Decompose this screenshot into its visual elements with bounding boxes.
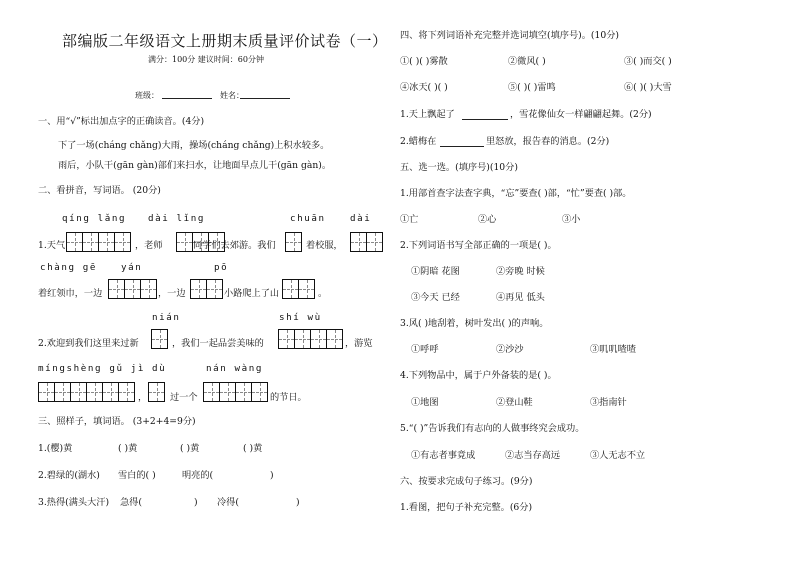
s2-text: 2.欢迎到我们这里来过新 [38, 338, 139, 349]
s4-item: ⑤( )( )雷鸣 [508, 82, 556, 93]
s2-text: ， [138, 392, 148, 403]
s3-item: 2.碧绿的(湖水) [38, 470, 100, 481]
s3-item: ) [296, 497, 300, 508]
section-1-title: 一、用“√”标出加点字的正确读音。(4分) [38, 116, 205, 127]
s5-question: 4.下列物品中，属于户外备装的是( )。 [400, 370, 557, 381]
writing-grid[interactable] [108, 279, 157, 299]
pinyin: dài [350, 213, 372, 224]
pinyin: chuān [290, 213, 326, 224]
section-5-title: 五、选一选。(填序号)(10分) [400, 162, 518, 173]
option[interactable]: ①有志者事竟成 [411, 450, 476, 461]
exam-info: 满分：100分 建议时间：60分钟 [148, 55, 264, 64]
option[interactable]: ①亡 [400, 214, 419, 225]
s2-text: 着校服， [306, 240, 343, 251]
writing-grid[interactable] [278, 329, 343, 349]
s3-item: 3.热得(满头大汗) [38, 497, 110, 508]
s3-item: 明亮的( [182, 470, 214, 481]
pinyin: chàng gē [40, 262, 98, 273]
answer-blank[interactable] [440, 136, 484, 147]
s1-line-1: 下了一场(cháng chǎng)大雨，操场(cháng chǎng)上积水较多。 [58, 140, 330, 151]
s2-text: 的节日。 [270, 392, 307, 403]
pinyin: shí wù [279, 312, 322, 323]
s2-text: 同学们去郊游。我们 [193, 240, 276, 251]
s1-line-2: 雨后，小队干(gān gàn)部们来扫水，让地面早点儿干(gān gàn)。 [58, 160, 332, 171]
option[interactable]: ①阴暗 花图 [411, 266, 460, 277]
option[interactable]: ③今天 已经 [411, 292, 460, 303]
s4-question: 2.蜡梅在 [400, 136, 437, 147]
option[interactable]: ②志当存高远 [505, 450, 561, 461]
s2-text: 小路爬上了山 [224, 288, 280, 299]
pinyin: dài lǐng [148, 213, 206, 224]
s4-item: ④冰天( )( ) [400, 82, 448, 93]
s3-item: 雪白的( ) [118, 470, 156, 481]
s2-text: ，一边 [158, 288, 186, 299]
pinyin: nián [152, 312, 181, 323]
s5-question: 3.风( )地刮着，树叶发出( )的声响。 [400, 318, 549, 329]
pinyin: dù [152, 363, 167, 374]
s6-question: 1.看图，把句子补充完整。(6分) [400, 502, 533, 513]
option[interactable]: ②旁晚 时候 [496, 266, 545, 277]
s2-text: 着红领巾，一边 [38, 288, 103, 299]
answer-blank[interactable] [462, 109, 508, 120]
pinyin: qíng lǎng [62, 213, 127, 224]
option[interactable]: ②登山鞋 [496, 397, 533, 408]
writing-grid[interactable] [203, 382, 268, 402]
s4-item: ⑥( )( )大雪 [624, 82, 672, 93]
name-label: 姓名： [220, 91, 244, 100]
class-field[interactable] [162, 88, 212, 99]
s4-item: ②微风( ) [508, 56, 546, 67]
writing-grid[interactable] [151, 329, 168, 349]
s2-text: 过一个 [170, 392, 198, 403]
s2-text: ，游览 [345, 338, 373, 349]
s4-item: ③( )而交( ) [624, 56, 672, 67]
writing-grid[interactable] [282, 279, 315, 299]
pinyin: míngshèng gǔ jì [38, 363, 145, 374]
s3-item: 1.(樱)黄 [38, 443, 73, 454]
writing-grid[interactable] [148, 382, 165, 402]
option[interactable]: ④再见 低头 [496, 292, 545, 303]
section-4-title: 四、将下列词语补充完整并选词填空(填序号)。(10分) [400, 30, 619, 41]
s3-item: ( )黄 [118, 443, 138, 454]
name-field[interactable] [240, 88, 290, 99]
s3-item: ( )黄 [180, 443, 200, 454]
s3-item: ) [270, 470, 274, 481]
section-6-title: 六、按要求完成句子练习。(9分) [400, 476, 533, 487]
s2-text: 。 [318, 288, 328, 299]
option[interactable]: ③人无志不立 [590, 450, 646, 461]
writing-grid[interactable] [66, 232, 131, 252]
s4-question: ，雪花像仙女一样翩翩起舞。(2分) [510, 109, 652, 120]
s2-text: 1.天气 [38, 240, 66, 251]
option[interactable]: ③小 [562, 214, 581, 225]
pinyin: pō [214, 262, 229, 273]
s3-item: 急得( [120, 497, 142, 508]
option[interactable]: ①地图 [411, 397, 439, 408]
option[interactable]: ②沙沙 [496, 344, 524, 355]
s2-text: ，老师 [135, 240, 163, 251]
option[interactable]: ③指南针 [590, 397, 627, 408]
s4-question: 里怒放，报告春的消息。(2分) [486, 136, 610, 147]
writing-grid[interactable] [190, 279, 223, 299]
s5-question: 1.用部首查字法查字典，“忘”要查( )部，“忙”要查( )部。 [400, 188, 632, 199]
pinyin: yán [121, 262, 143, 273]
s4-question: 1.天上飘起了 [400, 109, 455, 120]
option[interactable]: ③叽叽喳喳 [590, 344, 636, 355]
s5-question: 2.下列词语书写全部正确的一项是( )。 [400, 240, 557, 251]
s4-item: ①( )( )雾散 [400, 56, 448, 67]
option[interactable]: ②心 [478, 214, 497, 225]
pinyin: nán wàng [206, 363, 264, 374]
writing-grid[interactable] [285, 232, 302, 252]
section-2-title: 二、看拼音，写词语。 (20分) [38, 185, 161, 196]
option[interactable]: ①呼呼 [411, 344, 439, 355]
section-3-title: 三、照样子，填词语。 (3+2+4=9分) [38, 416, 196, 427]
writing-grid[interactable] [350, 232, 383, 252]
page-title: 部编版二年级语文上册期末质量评价试卷（一） [62, 32, 388, 50]
s3-item: 冷得( [217, 497, 239, 508]
s3-item: ) [194, 497, 198, 508]
s3-item: ( )黄 [243, 443, 263, 454]
writing-grid[interactable] [38, 382, 135, 402]
class-label: 班级： [135, 91, 159, 100]
s2-text: ，我们一起品尝美味的 [172, 338, 264, 349]
s5-question: 5.“( )”告诉我们有志向的人做事终究会成功。 [400, 423, 585, 434]
